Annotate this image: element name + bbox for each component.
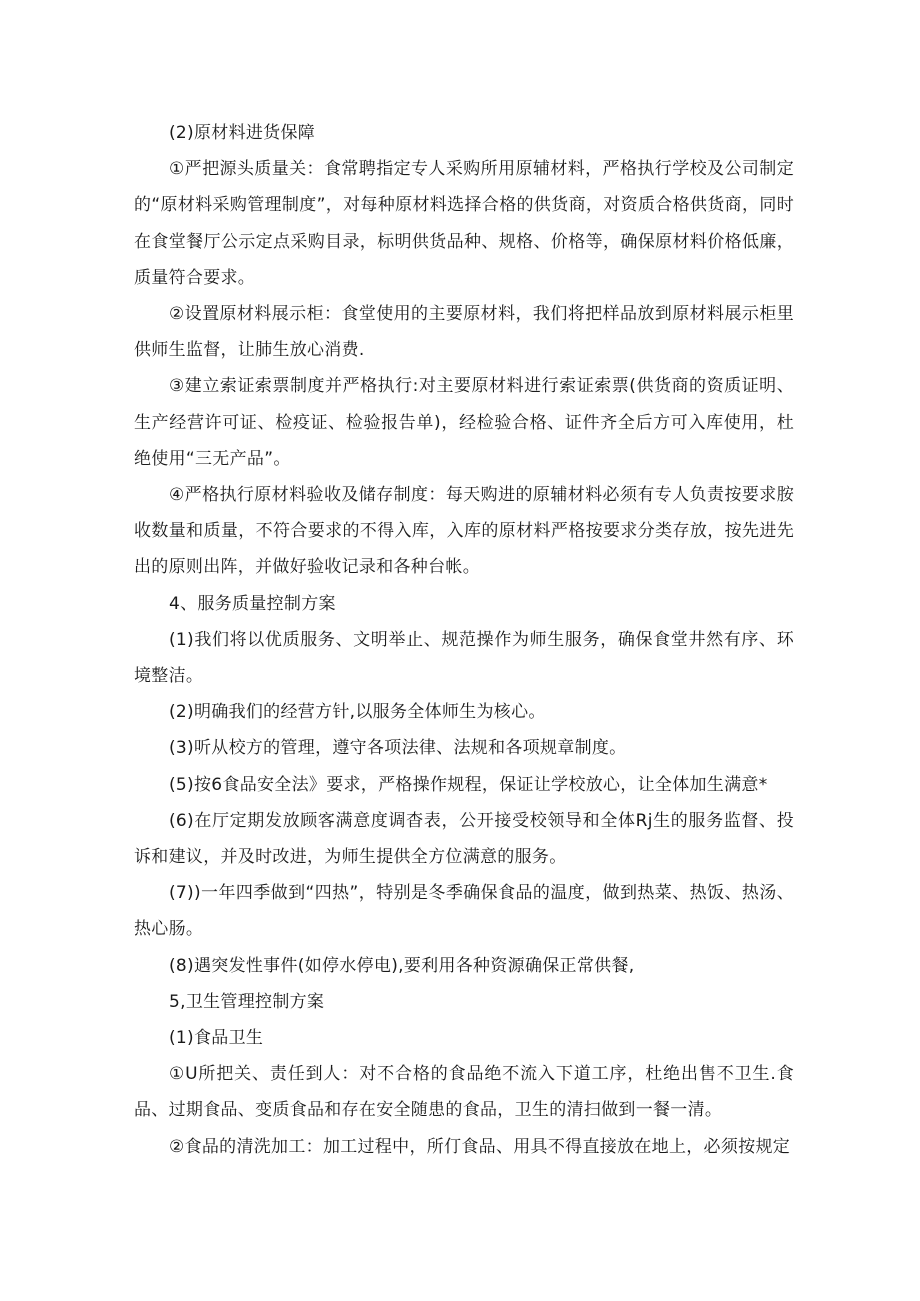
paragraph-service-3: (3)听从校方的管理，遵守各项法律、法规和各项规章制度。 bbox=[169, 738, 627, 759]
paragraph-service-8: (8)遇突发性事件(如停水停电),要利用各种资源确保正常供餐, bbox=[169, 955, 635, 976]
paragraph-source-quality: ①严把源头质量关：食常聘指定专人采购所用原辅材料，严格执行学校及公司制定的“原材料采购管理制度”，对每种原材料选择合格的供货商，对资质合格供货商，同时在食堂餐厅公示定点采购目录，标明供货品种、规格、价格等，确保原材料价格低廉，质量符合要求。 bbox=[134, 159, 794, 288]
paragraph-hygiene-1: ①U所把关、责任到人：对不合格的食品绝不流入下道工序，杜绝出售不卫生.食品、过期食品、变质食品和存在安全随患的食品，卫生的清扫做到一餐一清。 bbox=[134, 1064, 794, 1121]
paragraph-service-2: (2)明确我们的经营方针,以服务全体师生为核心。 bbox=[169, 702, 546, 723]
section-heading-hygiene: 5,卫生管理控制方案 bbox=[169, 991, 325, 1012]
document-body bbox=[134, 115, 794, 1165]
paragraph-certificate-system: ③建立索证索票制度并严格执行:对主要原材料进行索证索票(供货商的资质证明、生产经营许可证、检疫证、检验报告单)，经检验合格、证件齐全后方可入库使用，杜绝使用“三无产品”。 bbox=[134, 376, 794, 469]
subheading-raw-material-supply: (2)原材料进货保障 bbox=[169, 123, 316, 143]
paragraph-acceptance-storage: ④严格执行原材料验收及储存制度：每天购进的原辅材料必须有专人负责按要求胺收数量和质量，不符合要求的不得入库，入库的原材料严格按要求分类存放，按先进先出的原则出阵，并做好验收记录和各种台帐。 bbox=[134, 485, 794, 578]
paragraph-hygiene-2: ②食品的清洗加工：加工过程中，所仃食品、用具不得直接放在地上，必须按规定 bbox=[169, 1136, 791, 1157]
paragraph-service-1: (1)我们将以优质服务、文明举止、规范操作为师生服务，确保食堂井然有序、环境整洁。 bbox=[134, 629, 794, 687]
paragraph-display-cabinet: ②设置原材料展示柜：食堂使用的主要原材料，我们将把样品放到原材料展示柜里供师生监督，让肺生放心消费. bbox=[134, 304, 794, 361]
paragraph-service-7: (7))一年四季做到“四热”，特别是冬季确保食品的温度，做到热菜、热饭、热汤、热心肠。 bbox=[134, 883, 794, 940]
paragraph-service-6: (6)在厅定期发放顾客满意度调杳表，公开接受校领导和全体Rj生的服务监督、投诉和建议，并及时改进，为师生提供全方位满意的服务。 bbox=[134, 810, 794, 868]
paragraph-service-5: (5)按6食品安全法》要求，严格操作规程，保证让学校放心，让全体加生满意* bbox=[169, 774, 768, 795]
section-heading-service-quality: 4、服务质量控制方案 bbox=[169, 593, 336, 614]
subheading-food-hygiene: (1)食品卫生 bbox=[169, 1028, 264, 1049]
